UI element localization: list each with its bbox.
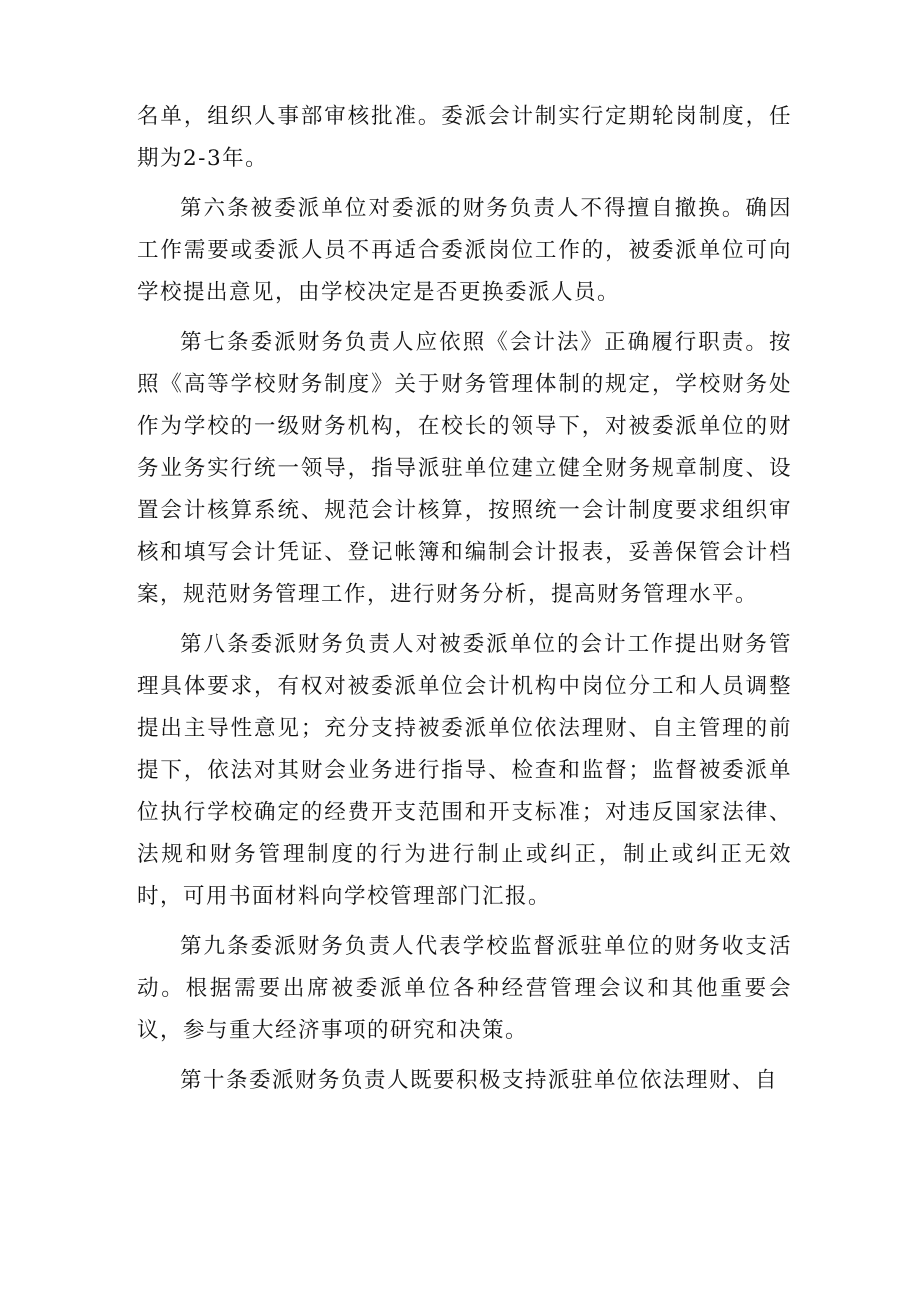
paragraph-article-10: 第十条委派财务负责人既要积极支持派驻单位依法理财、自 <box>180 1068 779 1093</box>
document-body <box>137 96 792 1110</box>
paragraph-continuation: 名单，组织人事部审核批准。委派会计制实行定期轮岗制度，任期为2-3年。 <box>137 104 792 171</box>
paragraph-article-6: 第六条被委派单位对委派的财务负责人不得擅自撤换。确因工作需要或委派人员不再适合委派岗位工作的，被委派单位可向学校提出意见，由学校决定是否更换委派人员。 <box>137 196 792 305</box>
paragraph-article-7: 第七条委派财务负责人应依照《会计法》正确履行职责。按照《高等学校财务制度》关于财务管理体制的规定，学校财务处作为学校的一级财务机构，在校长的领导下，对被委派单位的财务业务实行统一领导，指导派驻单位建立健全财务规章制度、设置会计核算系统、规范会计核算，按照统一会计制度要求组织审核和填写会计凭证、登记帐簿和编制会计报表，妥善保管会计档案，规范财务管理工作，进行财务分析，提高财务管理水平。 <box>137 330 792 607</box>
paragraph-article-9: 第九条委派财务负责人代表学校监督派驻单位的财务收支活动。根据需要出席被委派单位各种经营管理会议和其他重要会议，参与重大经济事项的研究和决策。 <box>137 934 792 1043</box>
paragraph-article-8: 第八条委派财务负责人对被委派单位的会计工作提出财务管理具体要求，有权对被委派单位会计机构中岗位分工和人员调整提出主导性意见；充分支持被委派单位依法理财、自主管理的前提下，依法对其财会业务进行指导、检查和监督；监督被委派单位执行学校确定的经费开支范围和开支标准；对违反国家法律、法规和财务管理制度的行为进行制止或纠正，制止或纠正无效时，可用书面材料向学校管理部门汇报。 <box>137 632 792 909</box>
